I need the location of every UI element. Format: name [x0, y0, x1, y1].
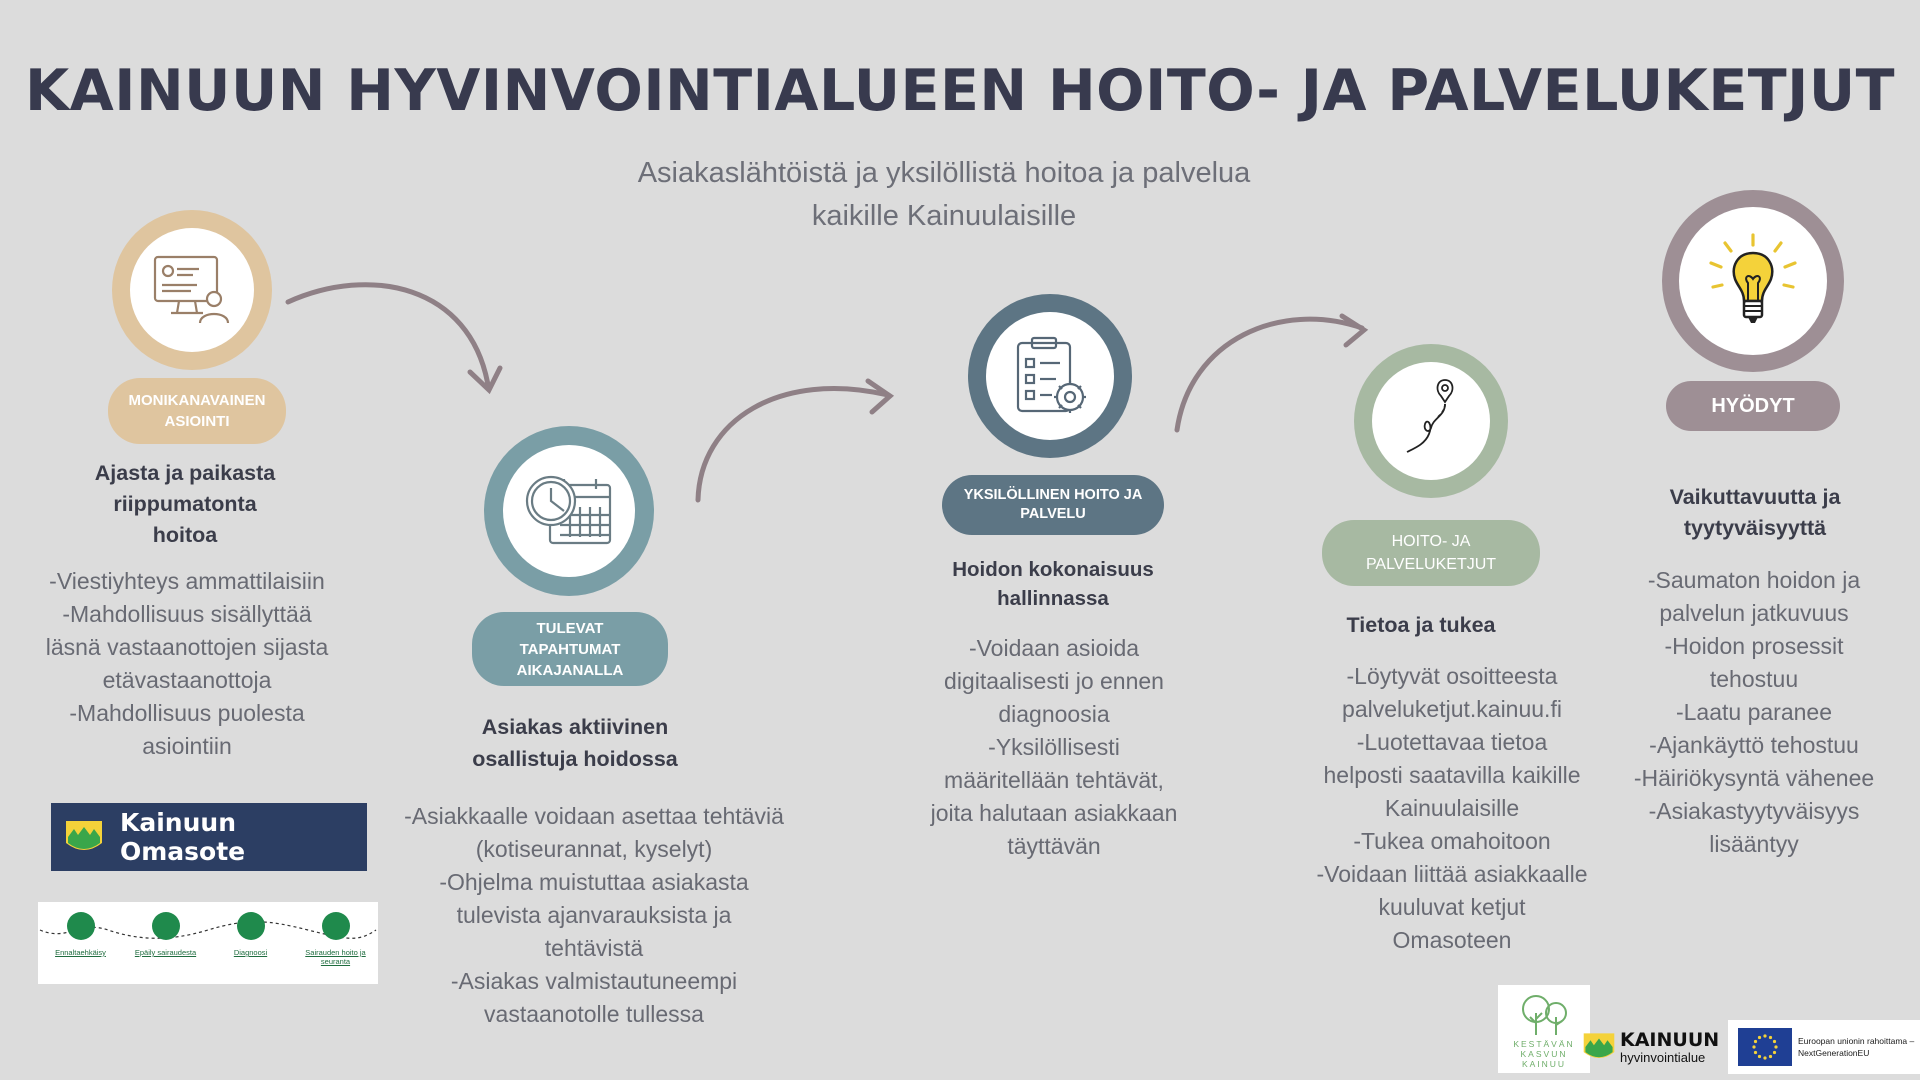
clock-calendar-icon	[524, 471, 614, 551]
suspicion-icon	[152, 912, 180, 940]
pathway-label-4[interactable]: Sairauden hoito ja seuranta	[305, 948, 366, 966]
step-1-label-text: MONIKANAVAINEN ASIOINTI	[128, 392, 266, 430]
pathway-icons	[38, 912, 378, 940]
step-3-point-2: -Yksilöllisesti määritellään tehtävät, joita halutaan asiakkaan täyttävän	[930, 734, 1178, 859]
step-1-point-2: -Mahdollisuus sisällyttää läsnä vastaanottojen sijasta etävastaanottoja	[45, 601, 329, 693]
omasote-logo-text: Kainuun Omasote	[120, 808, 246, 866]
step-2-label	[472, 612, 668, 686]
step-1-point-1: -Viestiyhteys ammattilaisiin	[49, 568, 325, 594]
lightbulb-icon	[1703, 231, 1803, 331]
step-5-points	[1612, 564, 1896, 861]
step-5-icon-circle	[1662, 190, 1844, 372]
step-2-points	[380, 800, 808, 1031]
step-3-icon-circle	[968, 294, 1132, 458]
step-5-point-6: -Asiakastyytyväisyys lisääntyy	[1648, 798, 1860, 857]
step-5-point-1: -Saumaton hoidon ja palvelun jatkuvuus	[1647, 567, 1861, 626]
step-1-heading: Ajasta ja paikasta riippumatonta hoitoa	[94, 461, 276, 547]
step-4-label-text: HOITO- JA PALVELUKETJUT	[1365, 533, 1497, 573]
arrow-3	[1177, 319, 1362, 430]
kainuun-hyvinvointialue-logo	[1582, 1022, 1732, 1072]
omasote-logo	[51, 803, 367, 871]
kainuun-wordmark: KAINUUN	[1620, 1028, 1720, 1051]
step-3-point-1: -Voidaan asioida digitaalisesti jo ennen diagnoosia	[944, 635, 1164, 727]
step-5-point-2: -Hoidon prosessit tehostuu	[1664, 633, 1844, 692]
step-5-point-4: -Ajankäyttö tehostuu	[1649, 732, 1859, 758]
clipboard-gear-icon	[1012, 335, 1088, 417]
arrow-2	[698, 389, 888, 500]
step-5-label	[1666, 381, 1840, 431]
step-2-point-2: -Ohjelma muistuttaa asiakasta tulevista ajanvarauksista ja tehtävistä	[439, 869, 749, 961]
step-2-point-1: -Asiakkaalle voidaan asettaa tehtäviä (kotiseurannat, kyselyt)	[404, 803, 784, 862]
kestava-kasvu-text: KESTÄVÄN KASVUN KAINUU	[1513, 1039, 1575, 1069]
arrow-1	[288, 285, 488, 385]
kainuu-crown-icon	[64, 817, 104, 857]
kainuun-text-block	[1620, 1030, 1719, 1065]
eu-flag-icon	[1738, 1028, 1792, 1066]
step-1-icon-circle	[112, 210, 272, 370]
step-4-point-4: -Voidaan liittää asiakkaalle kuuluvat ketjut Omasoteen	[1316, 861, 1588, 953]
step-2-point-3: -Asiakas valmistautuneempi vastaanotolle tullessa	[450, 968, 738, 1027]
step-5-heading: Vaikuttavuutta ja tyytyväisyyttä	[1669, 485, 1841, 540]
pathway-label-2[interactable]: Epäily sairaudesta	[134, 948, 197, 957]
step-4-point-2: -Luotettavaa tietoa helposti saatavilla kaikille Kainuulaisille	[1323, 729, 1581, 821]
kainuu-crest-icon	[1582, 1029, 1616, 1065]
arrow-3-head	[1342, 316, 1364, 345]
step-4-heading: Tietoa ja tukea	[1346, 613, 1496, 637]
step-1-point-3: -Mahdollisuus puolesta asiointiin	[69, 700, 305, 759]
step-4-icon-circle	[1354, 344, 1508, 498]
kestava-kasvu-logo	[1498, 985, 1590, 1073]
treatment-icon	[322, 912, 350, 940]
arrow-2-head	[868, 381, 890, 412]
step-1-points	[22, 565, 352, 763]
step-5-label-text: HYÖDYT	[1711, 394, 1795, 417]
step-4-points	[1297, 660, 1607, 957]
care-pathway-strip	[38, 902, 378, 984]
step-5-point-3: -Laatu paranee	[1675, 699, 1832, 725]
step-3-points	[904, 632, 1204, 863]
eu-stars-icon	[1738, 1028, 1792, 1066]
subtitle-line-1: Asiakaslähtöistä ja yksilöllistä hoitoa ja palvelua	[637, 157, 1251, 189]
diagnosis-icon	[237, 912, 265, 940]
eu-funding-logo	[1728, 1020, 1920, 1074]
computer-user-icon	[153, 255, 231, 325]
trees-icon	[1516, 993, 1572, 1037]
hyvinvointialue-wordmark: hyvinvointialue	[1620, 1049, 1706, 1065]
step-4-point-1: -Löytyvät osoitteesta palveluketjut.kainuu.fi	[1342, 663, 1562, 722]
step-2-label-text: TULEVAT TAPAHTUMAT AIKAJANALLA	[516, 619, 624, 679]
step-2-icon-circle	[484, 426, 654, 596]
step-3-label	[942, 475, 1164, 535]
pathway-label-3[interactable]: Diagnoosi	[233, 948, 268, 957]
step-2-heading: Asiakas aktiivinen osallistuja hoidossa	[472, 715, 678, 771]
route-pin-icon	[1401, 376, 1461, 466]
pathway-label-1[interactable]: Ennaltaehkäisy	[55, 948, 106, 957]
page-title: KAINUUN HYVINVOINTIALUEEN HOITO- JA PALVELUKETJUT	[24, 58, 1896, 124]
subtitle-line-2: kaikille Kainuulaisille	[811, 200, 1077, 232]
step-4-point-3: -Tukea omahoitoon	[1353, 828, 1551, 854]
step-4-label	[1322, 520, 1540, 586]
step-3-heading: Hoidon kokonaisuus hallinnassa	[952, 558, 1154, 610]
eu-funding-text: Euroopan unionin rahoittama – NextGenerationEU	[1798, 1036, 1915, 1058]
pathway-labels	[38, 948, 378, 966]
step-5-point-5: -Häiriökysyntä vähenee	[1633, 765, 1875, 791]
step-3-label-text: YKSILÖLLINEN HOITO JA PALVELU	[963, 487, 1143, 522]
step-1-label	[108, 378, 286, 444]
prevention-icon	[67, 912, 95, 940]
